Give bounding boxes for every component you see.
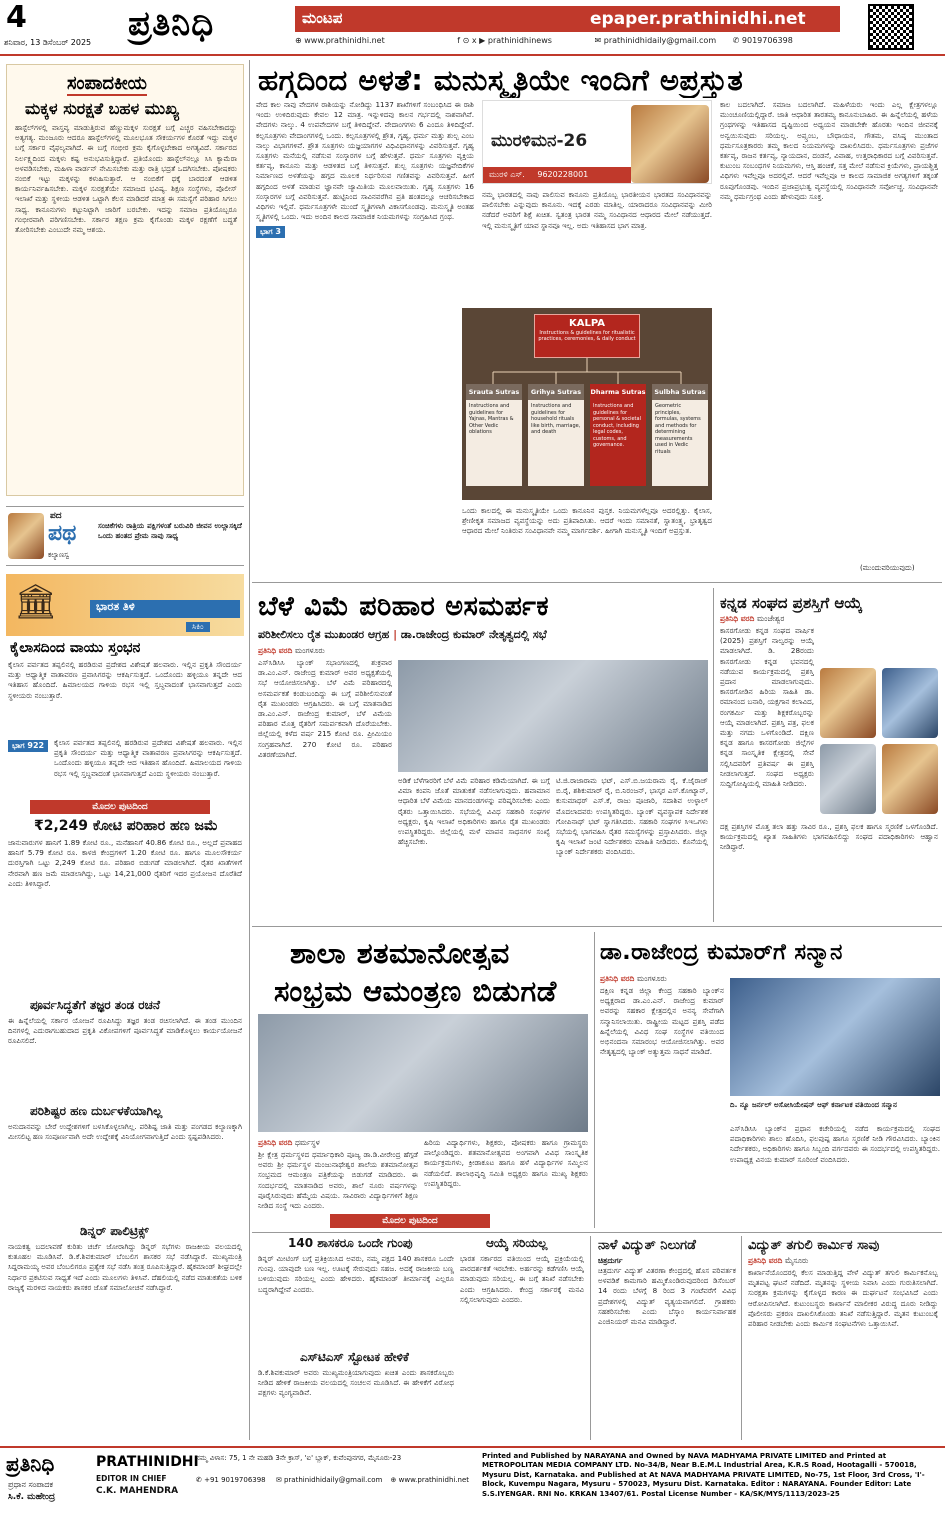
- footer-editor-kn: ಸಿ.ಕೆ. ಮಹೇಂದ್ರ: [8, 1492, 56, 1502]
- footer-phone: +91 9019706398: [204, 1476, 266, 1484]
- school-release-photo: [258, 1014, 588, 1132]
- cont2-b2: ಡಿ.ಕೆ.ಶಿವಕುಮಾರ್ ಅವರು ಮುಖ್ಯಮಂತ್ರಿಯಾಗುವುದು ಖಚಿತ ಎಂದು ಶಾಸಕರೊಬ್ಬರು ನೀಡಿದ ಹೇಳಿಕೆ ರಾಜಕೀಯ ವಲಯದಲ್ಲಿ ಸಂಚಲನ ಮೂಡಿಸಿದೆ. ಈ ಹೇಳಿಕೆಗೆ ವಿರೋಧ ಪಕ್ಷಗಳು ವ್ಯಂಗ್ಯವಾಡಿವೆ.: [258, 1368, 454, 1398]
- cont2-b3: ಭಾರತ ಸರ್ಕಾರದ ವತಿಯಿಂದ ಆಯ್ಕೆ ಪ್ರಕ್ರಿಯೆಯಲ್ಲಿ ಪಾರದರ್ಶಕತೆ ಇರಬೇಕು. ಅರ್ಹರನ್ನು ಕಡೆಗಣಿಸಿ ಆಯ್ಕೆ ಮಾಡುವುದು ಸರಿಯಲ್ಲ. ಈ ಬಗ್ಗೆ ತನಿಖೆ ನಡೆಸಬೇಕು ಎಂದು ಆಗ್ರಹಿಸಿದರು. ಕೇಂದ್ರ ಸರ್ಕಾರಕ್ಕೆ ಮನವಿ ಸಲ್ಲಿಸಲಾಗುವುದು ಎಂದರು.: [460, 1254, 584, 1304]
- author-name: ಮುರಳಿ ಎಸ್.: [489, 170, 525, 179]
- kalpa-node-srauta: [466, 384, 522, 494]
- masthead: [0, 0, 945, 56]
- col-divider-3: [594, 932, 595, 1228]
- award-title: ಕನ್ನಡ ಸಂಘದ ಪ್ರಶಸ್ತಿಗೆ ಆಯ್ಕೆ: [720, 594, 863, 612]
- awardee-photo-2: [882, 668, 938, 738]
- kalpa-node-grihya: [528, 384, 584, 494]
- lead-body-3: ಒಂದು ಕಾಲದಲ್ಲಿ ಈ ಮನುಸ್ಮೃತಿಯೇ ಒಂದು ಕಾನೂನಿನ ಪುಸ್ತಕ. ನಿಯಮಗಳೆಲ್ಲವೂ ಅದರಲ್ಲಿತ್ತು. ಕೈಲಾಸ, ಶ್ರೇಣೀಕೃತ ಸಮಾಜದ ವ್ಯವಸ್ಥೆಯನ್ನು ಅದು ಪ್ರತಿಪಾದಿಸಿತು. ಆದರೆ ಇಂದು ಸಮಾನತೆ, ಸ್ವಾತಂತ್ರ್ಯ, ಭ್ರಾತೃತ್ವದ ಆಧಾರದ ಮೇಲೆ ನಿಂತಿರುವ ಸಂವಿಧಾನವೇ ನಮ್ಮ ಮಾರ್ಗದರ್ಶಿ. ಹೀಗಾಗಿ ಮನುಸ್ಮೃತಿ ಇಂದಿಗೆ ಅಪ್ರಸ್ತುತ.: [462, 506, 712, 536]
- bharata-sub: ಸಿಕಿಂ: [186, 622, 210, 632]
- mail-icon: ✉: [594, 36, 604, 45]
- editorial-body: ಹಾಸ್ಟೆಲ್‌ಗಳಲ್ಲಿ ವಾಸ್ತವ್ಯ ಮಾಡುತ್ತಿರುವ ಹೆಣ್ಣುಮಕ್ಕಳ ಸುರಕ್ಷತೆ ಬಗ್ಗೆ ಎಚ್ಚರ ವಹಿಸಬೇಕಾದದ್ದು ಅತ್ಯಗತ್ಯ. ಮಂಜೂರು ಆದರೂ ಹಾಸ್ಟೆಲ್‌ಗಳಲ್ಲಿ ಮೂಲಭೂತ ಸೌಕರ್ಯಗಳ ಕೊರತೆ ಇದ್ದು ಮಕ್ಕಳ ಬಗ್ಗೆ ಸರ್ಕಾರ ವೈಫಲ್ಯವಾಗಿದೆ. ಈ ಬಗ್ಗೆ ಗಂಭೀರ ಕ್ರಮ ಕೈಗೊಳ್ಳಬೇಕಾದ ಅಗತ್ಯವಿದೆ. ಸರ್ಕಾರದ ನಿರ್ಲಕ್ಷ್ಯದಿಂದ ಮಕ್ಕಳು ಕಷ್ಟ ಅನುಭವಿಸುತ್ತಿದ್ದಾರೆ. ಪ್ರತಿಯೊಂದು ಹಾಸ್ಟೆಲ್‌ನಲ್ಲೂ ಸಿಸಿ ಕ್ಯಾಮೆರಾ ಅಳವಡಿಸಬೇಕು, ಮಹಿಳಾ ವಾರ್ಡನ್ ನೇಮಿಸಬೇಕು ಮತ್ತು ರಾತ್ರಿ ಭದ್ರತೆ ಒದಗಿಸಬೇಕು. ಪೋಷಕರು ನಂಬಿಕೆ ಇಟ್ಟು ಮಕ್ಕಳನ್ನು ಕಳುಹಿಸುತ್ತಾರೆ. ಆ ನಂಬಿಕೆಗೆ ಧಕ್ಕೆ ಬಾರದಂತೆ ಆಡಳಿತ ಕಾರ್ಯನಿರ್ವಹಿಸಬೇಕು. ಮಕ್ಕಳ ಸುರಕ್ಷತೆಯೇ ಸಮಾಜದ ಭವಿಷ್ಯ. ಶಿಕ್ಷಣ ಸಂಸ್ಥೆಗಳು, ಪೊಲೀಸ್ ಇಲಾಖೆ ಮತ್ತು ಸ್ಥಳೀಯ ಆಡಳಿತ ಒಟ್ಟಾಗಿ ಕೆಲಸ ಮಾಡಿದರೆ ಮಾತ್ರ ಈ ಸಮಸ್ಯೆಗೆ ಪರಿಹಾರ ಸಿಗಲು ಸಾಧ್ಯ. ಕಾನೂನುಗಳು ಕಟ್ಟುನಿಟ್ಟಾಗಿ ಜಾರಿಗೆ ಬರಬೇಕು. ಇದನ್ನು ಸಮಾಜ ಪ್ರತಿಯೊಬ್ಬರೂ ಗಂಭೀರವಾಗಿ ಪರಿಗಣಿಸಬೇಕು. ಸರ್ಕಾರ ತಕ್ಷಣ ಕ್ರಮ ಕೈಗೊಂಡು ಮಕ್ಕಳ ರಕ್ಷಣೆಗೆ ಬದ್ಧತೆ ತೋರಿಸಬೇಕು ಎಂಬುದೇ ನಮ್ಮ ಆಶಯ.: [15, 123, 237, 235]
- crop-body-3: ಟಿ.ಜಿ.ರಾಜಾರಾಮ ಭಟ್, ಎಸ್.ಬಿ.ಜಯರಾಮ ರೈ, ಕೆ.ಜೈರಾಜ್ ಬಿ.ರೈ, ಶಶಿಕುಮಾರ್ ರೈ, ಬಿ.ನಿರಂಜನ್, ಭಾಸ್ಕರ ಎಸ್.ಕೋಟ್ಯಾನ್, ಕುಸುಮಾಧರ್ ಎಸ್.ಕೆ, ರಾಜು ಪೂಜಾರಿ, ಸದಾಶಿವ ಉಳ್ಳಾಲ್ ಮೊದಲಾದವರು ಉಪಸ್ಥಿತರಿದ್ದರು. ಬ್ಯಾಂಕ್ ವ್ಯವಸ್ಥಾಪಕ ನಿರ್ದೇಶಕ ಗೋಪಿನಾಥ್ ಭಟ್ ಸ್ವಾಗತಿಸಿದರು. ಸಹಕಾರಿ ಸಂಘಗಳ ಸಿಇಒಗಳು ಸಭೆಯಲ್ಲಿ ಭಾಗವಹಿಸಿ ರೈತರ ಸಮಸ್ಯೆಗಳನ್ನು ಪ್ರಸ್ತಾಪಿಸಿದರು. ಜಿಲ್ಲಾ ಕೃಷಿ ಇಲಾಖೆ ಜಂಟಿ ನಿರ್ದೇಶಕರು ಮಾಹಿತಿ ನೀಡಿದರು. ಕೊನೆಯಲ್ಲಿ ಬ್ಯಾಂಕ್ ನಿರ್ದೇಶಕರು ವಂದಿಸಿದರು.: [556, 776, 708, 857]
- crop-place: ಮಂಗಳೂರು: [295, 646, 325, 655]
- website-link[interactable]: www.prathinidhi.net: [304, 36, 385, 45]
- column-name: ಮುರಳಿಮನ-26: [491, 131, 588, 151]
- crop-byline-text: ಪ್ರತಿನಿಧಿ ವರದಿ: [258, 646, 293, 655]
- bharata-title: ಕೈಲಾಸದಿಂದ ವಾಯು ಸ್ತಂಭನ: [10, 640, 141, 656]
- school-title-2: ಸಂಭ್ರಮ ಆಮಂತ್ರಣ ಬಿಡುಗಡೆ: [274, 974, 557, 1008]
- footer-web[interactable]: www.prathinidhi.net: [398, 1476, 470, 1484]
- award-byline-text: ಪ್ರತಿನಿಧಿ ವರದಿ: [720, 614, 755, 623]
- honour-byline-text: ಪ್ರತಿನಿಧಿ ವರದಿ: [600, 974, 635, 983]
- brand-logo: ಪ್ರತಿನಿಧಿ: [128, 4, 215, 44]
- column-box: [482, 100, 712, 184]
- footer-phone-icon: ✆: [196, 1476, 205, 1484]
- col-divider-1: [249, 60, 250, 1440]
- electro-place: ಮೈಸೂರು: [785, 1256, 809, 1265]
- padya-author: ಕಲ್ಯಾಣಸ್ವ: [48, 551, 70, 559]
- bharata-body-2: ಕೈಲಾಸ ಪರ್ವತದ ತಪ್ಪಲಿನಲ್ಲಿ ಹರಡಿರುವ ಪ್ರದೇಶದ ವಿಶೇಷತೆ ಹಲವಾರು. ಇಲ್ಲಿನ ಪ್ರಕೃತಿ ಸೌಂದರ್ಯ ಮತ್ತು ಆಧ್ಯಾತ್ಮಿಕ ವಾತಾವರಣ ಪ್ರವಾಸಿಗರನ್ನು ಆಕರ್ಷಿಸುತ್ತದೆ. ಒಂದೊಂದು ಹಳ್ಳಿಯೂ ತನ್ನದೇ ಆದ ಇತಿಹಾಸ ಹೊಂದಿದೆ. ಹಿಮಾಲಯದ ಗಾಳಿಯ ರಭಸ ಇಲ್ಲಿ ಸ್ತಬ್ಧವಾದಂತೆ ಭಾಸವಾಗುತ್ತದೆ ಎಂದು ಸ್ಥಳೀಯರು ನಂಬುತ್ತಾರೆ.: [54, 738, 242, 778]
- school-title-1: ಶಾಲಾ ಶತಮಾನೋತ್ಸವ: [290, 936, 510, 970]
- globe-icon: ⊕: [295, 36, 305, 45]
- kalpa-node-name: Dharma Sutras: [590, 384, 646, 400]
- power-body: ಚಿತ್ರದುರ್ಗ ವಿದ್ಯುತ್ ವಿತರಣಾ ಕೇಂದ್ರದಲ್ಲಿ ಹೊಸ ಪರಿವರ್ತಕ ಅಳವಡಿಕೆ ಕಾಮಗಾರಿ ಹಮ್ಮಿಕೊಂಡಿರುವುದರಿಂದ ಡಿಸೆಂಬರ್ 14 ರಂದು ಬೆಳಗ್ಗೆ 8 ರಿಂದ 3 ಗಂಟೆವರೆಗೆ ವಿವಿಧ ಪ್ರದೇಶಗಳಲ್ಲಿ ವಿದ್ಯುತ್ ವ್ಯತ್ಯಯವಾಗಲಿದೆ. ಗ್ರಾಹಕರು ಸಹಕರಿಸಬೇಕು ಎಂದು ಬೆಸ್ಕಾಂ ಕಾರ್ಯನಿರ್ವಾಹಕ ಎಂಜಿನಿಯರ್ ಮನವಿ ಮಾಡಿದ್ದಾರೆ.: [598, 1266, 736, 1327]
- kalpa-node-desc: Instructions and guidelines for personal & societal conduct, including legal codes, customs, and governance.: [590, 400, 646, 486]
- footer-editor-en: C.K. MAHENDRA: [96, 1486, 179, 1496]
- editorial-kicker: ಸಂಪಾದಕೀಯ: [67, 73, 147, 94]
- electro-byline-text: ಪ್ರತಿನಿಧಿ ವರದಿ: [748, 1256, 783, 1265]
- email-link[interactable]: prathinidhidaily@gmail.com: [603, 36, 717, 45]
- footer-contacts: [196, 1476, 476, 1484]
- bharata-bhaga: ಭಾಗ 922: [8, 740, 48, 752]
- cont-label-2: ಮೊದಲ ಪುಟದಿಂದ: [330, 1214, 490, 1228]
- bharata-banner: [6, 574, 244, 636]
- honour-body: ದಕ್ಷಿಣ ಕನ್ನಡ ಜಿಲ್ಲಾ ಕೇಂದ್ರ ಸಹಕಾರಿ ಬ್ಯಾಂಕ್‌ನ ಅಧ್ಯಕ್ಷರಾದ ಡಾ.ಎಂ.ಎನ್. ರಾಜೇಂದ್ರ ಕುಮಾರ್ ಅವರನ್ನು ಸಹಕಾರ ಕ್ಷೇತ್ರದಲ್ಲಿನ ಅನನ್ಯ ಸೇವೆಗಾಗಿ ಸನ್ಮಾನಿಸಲಾಯಿತು. ರಾಷ್ಟ್ರೀಯ ಮಟ್ಟದ ಪ್ರಶಸ್ತಿ ಪಡೆದ ಹಿನ್ನೆಲೆಯಲ್ಲಿ ವಿವಿಧ ಸಂಘ ಸಂಸ್ಥೆಗಳ ವತಿಯಿಂದ ಅಭಿನಂದನಾ ಸಮಾರಂಭ ಆಯೋಜಿಸಲಾಗಿತ್ತು. ಅವರ ನೇತೃತ್ವದಲ್ಲಿ ಬ್ಯಾಂಕ್ ಅತ್ಯುತ್ತಮ ಸಾಧನೆ ಮಾಡಿದೆ.: [600, 986, 724, 1057]
- cont-h4: ಡಿನ್ನರ್ ಪಾಲಿಟ್ರಿಕ್ಸ್: [80, 1224, 149, 1238]
- crop-sub: ಪರಿಶೀಲಿಸಲು ರೈತ ಮುಖಂಡರ ಆಗ್ರಹ: [258, 628, 390, 641]
- kalpa-subtitle: Instructions & guidelines for ritualistic practices, ceremonies, & daily conduct: [538, 330, 636, 342]
- honour-caption: ದಿ. ನ್ಯೂ ಜರ್ನಲ್ ಅಸೋಸಿಯೇಷನ್ ಆಫ್ ಕರ್ನಾಟಕ ವತಿಯಿಂದ ಸನ್ಮಾನ: [730, 1100, 897, 1109]
- footer-email[interactable]: prathinidhidaily@gmail.com: [283, 1476, 383, 1484]
- electro-body: ಕಾರ್ಖಾನೆಯೊಂದರಲ್ಲಿ ಕೆಲಸ ಮಾಡುತ್ತಿದ್ದ ವೇಳೆ ವಿದ್ಯುತ್ ತಗುಲಿ ಕಾರ್ಮಿಕನೊಬ್ಬ ಮೃತಪಟ್ಟ ಘಟನೆ ನಡೆದಿದೆ. ಮೃತನನ್ನು ಸ್ಥಳೀಯ ನಿವಾಸಿ ಎಂದು ಗುರುತಿಸಲಾಗಿದೆ. ಸುರಕ್ಷತಾ ಕ್ರಮಗಳನ್ನು ಕೈಗೊಳ್ಳದ ಕಾರಣ ಈ ದುರ್ಘಟನೆ ಸಂಭವಿಸಿದೆ ಎಂದು ಆರೋಪಿಸಲಾಗಿದೆ. ಕುಟುಂಬಸ್ಥರು ಕಾರ್ಖಾನೆ ಮಾಲೀಕರ ವಿರುದ್ಧ ದೂರು ನೀಡಿದ್ದು ಪೊಲೀಸರು ಪ್ರಕರಣ ದಾಖಲಿಸಿಕೊಂಡು ತನಿಖೆ ನಡೆಸುತ್ತಿದ್ದಾರೆ. ಮೃತನ ಕುಟುಂಬಕ್ಕೆ ಪರಿಹಾರ ನೀಡಬೇಕು ಎಂದು ಕಾರ್ಮಿಕ ಸಂಘಟನೆಗಳು ಒತ್ತಾಯಿಸಿವೆ.: [748, 1268, 938, 1329]
- cont2-b1: ಡಿನ್ನರ್ ಮೀಟಿಂಗ್ ಬಗ್ಗೆ ಪ್ರತಿಕ್ರಿಯಿಸಿದ ಅವರು, ನಮ್ಮ ಪಕ್ಷದ 140 ಶಾಸಕರೂ ಒಂದೇ ಗುಂಪು. ಯಾವುದೇ ಬಣ ಇಲ್ಲ. ಊಟಕ್ಕೆ ಸೇರುವುದು ಸಹಜ. ಅದಕ್ಕೆ ರಾಜಕೀಯ ಬಣ್ಣ ಬಳಿಯುವುದು ಸರಿಯಲ್ಲ ಎಂದು ಹೇಳಿದರು. ಹೈಕಮಾಂಡ್ ತೀರ್ಮಾನಕ್ಕೆ ಎಲ್ಲರೂ ಬದ್ಧರಾಗಿದ್ದೇವೆ ಎಂದರು.: [258, 1254, 454, 1294]
- page-number: 4: [6, 0, 27, 35]
- school-place: ಧರ್ಮಸ್ಥಳ: [295, 1138, 320, 1147]
- kalpa-node-name: Sulbha Sutras: [652, 384, 708, 400]
- kalpa-node-desc: Instructions and guidelines for household rituals like birth, marriage, and death: [528, 400, 584, 486]
- bharata-section: ಭಾರತ ತಿಳಿ: [90, 600, 240, 618]
- honour-place: ಮಂಗಳೂರು: [637, 974, 667, 983]
- footer-brand: ಪ್ರತಿನಿಧಿ: [6, 1452, 55, 1476]
- lead-signoff: (ಮುಂದುವರಿಯುವುದು): [860, 564, 915, 572]
- footer-role-en: EDITOR IN CHIEF: [96, 1474, 167, 1483]
- col-divider-2: [713, 588, 714, 922]
- electro-byline: [748, 1256, 808, 1266]
- power-place: ಚಿತ್ರದುರ್ಗ: [598, 1256, 623, 1265]
- footer-address: ನಮ್ಮ ವಿಳಾಸ: 75, 1 ನೇ ಮಹಡಿ 3ನೇ ಕ್ರಾಸ್, 'ಐ' ಬ್ಲಾಕ್, ಕುವೆಂಪುನಗರ, ಮೈಸೂರು-23: [196, 1454, 402, 1462]
- kalpa-node-sulbha: [652, 384, 708, 494]
- honour-byline: [600, 974, 667, 984]
- footer-brand-en: PRATHINIDHI: [96, 1454, 199, 1470]
- lead-bhaga: ಭಾಗ 3: [256, 226, 285, 238]
- cont-h2: ಪೂರ್ವಸಿದ್ಧತೆಗೆ ತಜ್ಞರ ತಂಡ ರಚನೆ: [30, 998, 160, 1012]
- kalpa-chart: [462, 308, 712, 500]
- phone-icon: ✆: [732, 36, 742, 45]
- footer: [0, 1446, 945, 1518]
- crop-sub2: ಡಾ.ರಾಜೇಂದ್ರ ಕುಮಾರ್ ನೇತೃತ್ವದಲ್ಲಿ ಸಭೆ: [400, 628, 547, 641]
- kalpa-node-dharma: [590, 384, 646, 494]
- award-byline: [720, 614, 784, 624]
- kalpa-node-desc: Geometric principles, formulas, systems and methods for determining measurements used in Vedic rituals: [652, 400, 708, 486]
- row-divider-3: [252, 1232, 942, 1233]
- awardee-photo-4: [882, 744, 938, 814]
- editorial-title: ಮಕ್ಕಳ ಸುರಕ್ಷತೆ ಬಹಳ ಮುಖ್ಯ: [25, 99, 179, 118]
- social-handle[interactable]: prathinidhinews: [487, 36, 552, 45]
- honour-photo: [730, 978, 940, 1096]
- footer-role-kn: ಪ್ರಧಾನ ಸಂಪಾದಕ: [8, 1480, 53, 1489]
- cont2-h1: 140 ಶಾಸಕರೂ ಒಂದೇ ಗುಂಪು: [288, 1236, 413, 1250]
- crop-body-1: ಎಸ್‌ಸಿಡಿಸಿಸಿ ಬ್ಯಾಂಕ್ ಸಭಾಂಗಣದಲ್ಲಿ ಶುಕ್ರವಾರ ಡಾ.ಎಂ.ಎನ್. ರಾಜೇಂದ್ರ ಕುಮಾರ್ ಅವರ ಅಧ್ಯಕ್ಷತೆಯಲ್ಲಿ ಸಭೆ ಆಯೋಜಿಸಲಾಗಿತ್ತು. ಬೆಳೆ ವಿಮೆ ಪರಿಹಾರದಲ್ಲಿ ಅಸಮರ್ಪಕತೆ ಕಂಡುಬಂದಿದ್ದು ಈ ಬಗ್ಗೆ ಪರಿಶೀಲಿಸುವಂತೆ ರೈತ ಮುಖಂಡರು ಆಗ್ರಹಿಸಿದರು. ಈ ಬಗ್ಗೆ ಮಾತನಾಡಿದ ಡಾ.ಎಂ.ಎನ್. ರಾಜೇಂದ್ರ ಕುಮಾರ್, ಬೆಳೆ ವಿಮೆಯ ಪರಿಹಾರ ಮೊತ್ತ ರೈತರಿಗೆ ಸಮರ್ಪಕವಾಗಿ ದೊರೆಯಬೇಕು. ಜಿಲ್ಲೆಯಲ್ಲಿ ಕಳೆದ ವರ್ಷ 215 ಕೋಟಿ ರೂ. ಪ್ರೀಮಿಯಂ ಸಂಗ್ರಹವಾಗಿದೆ. 270 ಕೋಟಿ ರೂ. ಪರಿಹಾರ ವಿತರಣೆಯಾಗಿದೆ.: [258, 658, 392, 759]
- padya-text: ಸಂಚಿಕೆಗಳು ರಾತ್ರಿಯ ಪಕ್ಷಿಗಳಂತೆ ಬರುವಿರಿ ಜೀವನ ಉಲ್ಲಾಸಕ್ಕಿದೆ ಒಂದು ಹಂತದ ಪ್ರೇಮ ನಾವು ಸಾಧ್ಯ: [98, 521, 242, 541]
- honour-title: ಡಾ.ರಾಜೇಂದ್ರ ಕುಮಾರ್‌ಗೆ ಸನ್ಮಾನ: [600, 940, 843, 965]
- awardee-photo-1: [820, 668, 876, 738]
- cont2-h2: ಎಸ್‌ಟಿಎಸ್ ಸ್ಟೋಟಕ ಹೇಳಿಕೆ: [300, 1350, 409, 1364]
- footer-mail-icon: ✉: [275, 1476, 284, 1484]
- footer-imprint: Printed and Published by NARAYANA and Owned by NAVA MADHYAMA PRIVATE LIMITED and Printed at METROPOLITAN MEDIA COMPANY LTD. No-34/B, Near B.E.M.L Industrial Area, K.R.S Road, Hootagalli - 570018, Mysuru Dist, Karnataka. and Published at At NAVA MADHYAMA PRIVATE LIMITED, No-75, 1st Floor, 3rd Cross, 'I'- Block, Kuvempu Nagara, Mysuru - 570023, Mysuru Dist. Karnataka. Editor : NARAYANA. Founder Editor: Late S.S.IYENGAR. RNI No. KRKAN 13407/61. Postal License Number - KA/SK/MYS/1113/2023-25: [482, 1452, 925, 1498]
- award-body-2: ದಕ್ಷ ಪ್ರಶಸ್ತಿಗಳ ಮೊತ್ತ ತಲಾ ಹತ್ತು ಸಾವಿರ ರೂ., ಪ್ರಶಸ್ತಿ ಫಲಕ ಹಾಗೂ ಸ್ಮರಣಿಕೆ ಒಳಗೊಂಡಿದೆ. ಕಾರ್ಯಕ್ರಮದಲ್ಲಿ ಖ್ಯಾತ ಸಾಹಿತಿಗಳು ಭಾಗವಹಿಸಲಿದ್ದು ಸಂಘದ ಪದಾಧಿಕಾರಿಗಳು ಆಹ್ವಾನ ನೀಡಿದ್ದಾರೆ.: [720, 822, 938, 852]
- award-body: ಕಾಸರಗೋಡು ಕನ್ನಡ ಸಂಘದ ವಾರ್ಷಿಕ (2025) ಪ್ರಶಸ್ತಿಗೆ ನಾಲ್ವರನ್ನು ಆಯ್ಕೆ ಮಾಡಲಾಗಿದೆ. ಡಿ. 28ರಂದು ಕಾಸರಗೋಡು ಕನ್ನಡ ಭವನದಲ್ಲಿ ನಡೆಯುವ ಕಾರ್ಯಕ್ರಮದಲ್ಲಿ ಪ್ರಶಸ್ತಿ ಪ್ರದಾನ ಮಾಡಲಾಗುವುದು. ಕಾಸರಗೋಡಿನ ಹಿರಿಯ ಸಾಹಿತಿ ಡಾ. ರಮಾನಂದ ಬನಾರಿ, ಯಕ್ಷಗಾನ ಕಲಾವಿದ, ರಂಗಕರ್ಮಿ ಮತ್ತು ಶಿಕ್ಷಕರೊಬ್ಬರನ್ನು ಆಯ್ಕೆ ಮಾಡಲಾಗಿದೆ. ಪ್ರಶಸ್ತಿ ಪತ್ರ, ಫಲಕ ಮತ್ತು ನಗದು ಒಳಗೊಂಡಿದೆ. ದಕ್ಷಿಣ ಕನ್ನಡ ಹಾಗೂ ಕಾಸರಗೋಡು ಜಿಲ್ಲೆಗಳ ಕನ್ನಡ ಸಾಂಸ್ಕೃತಿಕ ಕ್ಷೇತ್ರದಲ್ಲಿ ಸೇವೆ ಸಲ್ಲಿಸಿದವರಿಗೆ ಪ್ರತಿವರ್ಷ ಈ ಪ್ರಶಸ್ತಿ ನೀಡಲಾಗುತ್ತದೆ. ಸಂಘದ ಅಧ್ಯಕ್ಷರು ಸುದ್ದಿಗೋಷ್ಠಿಯಲ್ಲಿ ಮಾಹಿತಿ ನೀಡಿದರು.: [720, 626, 814, 789]
- author-strip: [483, 167, 631, 183]
- school-byline: [258, 1138, 320, 1148]
- lead-body-2: ನಮ್ಮ ಭಾರತದಲ್ಲಿ ನಾವು ಪಾಲಿಸುವ ಕಾನೂನು ಪ್ರತಿಯೊಬ್ಬ ಭಾರತೀಯನ ಭಾರತದ ಸಂವಿಧಾನವನ್ನು ಪಾಲಿಸಬೇಕು ಎನ್ನುವುದು ಕಾನೂನು. ಇದಕ್ಕೆ ಎರಡು ಮಾತಿಲ್ಲ. ಯಾರಾದರೂ ಸಂವಿಧಾನವನ್ನು ಮೀರಿ ನಡೆದರೆ ಅವರಿಗೆ ಶಿಕ್ಷೆ ಖಚಿತ. ಸ್ವತಂತ್ರ ಭಾರತ ನಮ್ಮ ಸಂವಿಧಾನದ ಆಧಾರದ ಮೇಲೆ ನಡೆಯುತ್ತದೆ. ಇಲ್ಲಿ ಮನುಸ್ಮೃತಿಗೆ ಯಾವ ಸ್ಥಾನವೂ ಇಲ್ಲ. ಅದು ಇತಿಹಾಸದ ಭಾಗ ಮಾತ್ರ.: [482, 190, 712, 230]
- padya-box: [6, 506, 244, 566]
- kalpa-node-name: Srauta Sutras: [466, 384, 522, 400]
- crop-sub-line: ಪರಿಶೀಲಿಸಲು ರೈತ ಮುಖಂಡರ ಆಗ್ರಹ | ಡಾ.ರಾಜೇಂದ್ರ ಕುಮಾರ್ ನೇತೃತ್ವದಲ್ಲಿ ಸಭೆ: [258, 628, 547, 641]
- cont-h3: ಪರಿಶಿಷ್ಟರ ಹಣ ದುರ್ಬಳಕೆಯಾಗಿಲ್ಲ: [30, 1104, 163, 1118]
- lead-body-4: ಕಾಲ ಬದಲಾಗಿದೆ. ಸಮಾಜ ಬದಲಾಗಿದೆ. ಮಹಿಳೆಯರು ಇಂದು ಎಲ್ಲ ಕ್ಷೇತ್ರಗಳಲ್ಲೂ ಮುಂಚೂಣಿಯಲ್ಲಿದ್ದಾರೆ. ಜಾತಿ ಆಧಾರಿತ ತಾರತಮ್ಯ ಕಾನೂನುಬಾಹಿರ. ಈ ಹಿನ್ನೆಲೆಯಲ್ಲಿ ಹಳೆಯ ಗ್ರಂಥಗಳನ್ನು ಇತಿಹಾಸದ ದೃಷ್ಟಿಯಿಂದ ಅಧ್ಯಯನ ಮಾಡಬೇಕೇ ಹೊರತು ಇಂದಿನ ಜೀವನಕ್ಕೆ ಅನ್ವಯಿಸುವುದು ಸರಿಯಲ್ಲ. ಅಪ್ಸ್ತಂಬ, ಬೌಧಾಯನ, ಗೌತಮ, ವಸಿಷ್ಠ ಮುಂತಾದ ಧರ್ಮಸೂತ್ರಕಾರರು ತಮ್ಮ ಕಾಲದ ನಿಯಮಗಳನ್ನು ದಾಖಲಿಸಿದರು. ಧರ್ಮಸೂತ್ರಗಳು ಪ್ರಜೆಗಳ ಕರ್ತವ್ಯ, ರಾಜನ ಕರ್ತವ್ಯ, ನ್ಯಾಯದಾನ, ದಂಡನೆ, ವಿವಾಹ, ಉತ್ತರಾಧಿಕಾರದ ಬಗ್ಗೆ ವಿವರಿಸುತ್ತವೆ. ಕುಟುಂಬ ಸಂಬಂಧಗಳ ನಿಯಮಗಳು, ಆಸ್ತಿ ಹಂಚಿಕೆ, ಸತ್ತ ಮೇಲೆ ನಡೆಸುವ ಕ್ರಿಯೆಗಳು, ಪ್ರಾಯಶ್ಚಿತ್ತ ವಿಧಿಗಳು ಇವೆಲ್ಲವೂ ಅದರಲ್ಲಿವೆ. ಆದರೆ ಇವೆಲ್ಲವೂ ಆ ಕಾಲದ ಸಾಮಾಜಿಕ ಅಗತ್ಯಗಳಿಗೆ ತಕ್ಕಂತೆ ರೂಪುಗೊಂಡವು. ಇಂದಿನ ಪ್ರಜಾಪ್ರಭುತ್ವ ವ್ಯವಸ್ಥೆಯಲ್ಲಿ ಸಂವಿಧಾನವೇ ಸರ್ವೋಚ್ಚ. ಸಂವಿಧಾನವೇ ನಮ್ಮ ಧರ್ಮಗ್ರಂಥ ಎಂದು ಹೇಳುವುದು ಸೂಕ್ತ.: [720, 100, 938, 201]
- school-byline-text: ಪ್ರತಿನಿಧಿ ವರದಿ: [258, 1138, 293, 1147]
- contact-strip: [295, 36, 840, 52]
- col-divider-5: [741, 1236, 742, 1440]
- cont-h1: ₹2,249 ಕೋಟಿ ಪರಿಹಾರ ಹಣ ಜಮೆ: [34, 818, 218, 834]
- crop-body-2: ಅಡಿಕೆ ಬೆಳೆಗಾರರಿಗೆ ಬೆಳೆ ವಿಮೆ ಪರಿಹಾರ ಕಡಿಮೆಯಾಗಿದೆ. ಈ ಬಗ್ಗೆ ವಿಮಾ ಕಂಪನಿ ಜೊತೆ ಮಾತುಕತೆ ನಡೆಸಲಾಗುವುದು. ಹವಾಮಾನ ಆಧಾರಿತ ಬೆಳೆ ವಿಮೆಯ ಮಾನದಂಡಗಳನ್ನು ಪರಿಷ್ಕರಿಸಬೇಕು ಎಂದು ರೈತರು ಒತ್ತಾಯಿಸಿದರು. ಸಭೆಯಲ್ಲಿ ವಿವಿಧ ಸಹಕಾರಿ ಸಂಘಗಳ ಅಧ್ಯಕ್ಷರು, ಕೃಷಿ ಇಲಾಖೆ ಅಧಿಕಾರಿಗಳು ಹಾಗೂ ರೈತ ಮುಖಂಡರು ಉಪಸ್ಥಿತರಿದ್ದರು. ಜಿಲ್ಲೆಯಲ್ಲಿ ಮಳೆ ಮಾಪನ ಸಾಧನಗಳ ಸಂಖ್ಯೆ ಹೆಚ್ಚಿಸಬೇಕು.: [398, 776, 550, 847]
- crop-byline: [258, 646, 325, 656]
- lead-title: ಹಗ್ಗದಿಂದ ಅಳತೆ: ಮನುಸ್ಮೃತಿಯೇ ಇಂದಿಗೆ ಅಪ್ರಸ್ತುತ: [258, 63, 744, 97]
- social-icon: f ⊙ x ▶: [457, 36, 488, 45]
- award-place: ಮಂಜೇಶ್ವರ: [757, 614, 785, 623]
- section-name: ಮಂಟಪ: [302, 9, 343, 27]
- qr-code[interactable]: [868, 4, 914, 50]
- cont-b4: ನಾಯಕತ್ವ ಬದಲಾವಣೆ ಕುರಿತು ಚರ್ಚೆ ಜೋರಾಗಿದ್ದು ಡಿನ್ನರ್ ಸಭೆಗಳು ರಾಜಕೀಯ ವಲಯದಲ್ಲಿ ಕುತೂಹಲ ಮೂಡಿಸಿವೆ. ಡಿ.ಕೆ.ಶಿವಕುಮಾರ್ ಬೆಂಬಲಿಗ ಶಾಸಕರ ಸಭೆ ನಡೆಸಿದ್ದಾರೆ. ಮುಖ್ಯಮಂತ್ರಿ ಸಿದ್ದರಾಮಯ್ಯ ಅವರ ಬೆಂಬಲಿಗರೂ ಪ್ರತ್ಯೇಕ ಸಭೆ ನಡೆಸಿ ತಂತ್ರ ರೂಪಿಸುತ್ತಿದ್ದಾರೆ. ಹೈಕಮಾಂಡ್ ಶೀಘ್ರದಲ್ಲೇ ನಿರ್ಧಾರ ಪ್ರಕಟಿಸುವ ಸಾಧ್ಯತೆ ಇದೆ ಎಂದು ಮೂಲಗಳು ತಿಳಿಸಿವೆ. ದೆಹಲಿಯಲ್ಲಿ ನಡೆದ ಮಾತುಕತೆಯ ಬಳಿಕ ರಾಜ್ಯಕ್ಕೆ ಮರಳಿದ ನಾಯಕರು ಶಾಸಕರ ಜೊತೆ ಸಮಾಲೋಚನೆ ನಡೆಸಿದ್ದಾರೆ.: [8, 1242, 242, 1292]
- crop-title: ಬೆಳೆ ವಿಮೆ ಪರಿಹಾರ ಅಸಮರ್ಪಕ: [258, 591, 549, 622]
- cont-label-1: ಮೊದಲ ಪುಟದಿಂದ: [30, 800, 210, 814]
- kalpa-node-name: Grihya Sutras: [528, 384, 584, 400]
- footer-web-icon: ⊕: [390, 1476, 399, 1484]
- honour-body-2: ಎಸ್‌ಸಿಡಿಸಿಸಿ ಬ್ಯಾಂಕ್‌ನ ಪ್ರಧಾನ ಕಚೇರಿಯಲ್ಲಿ ನಡೆದ ಕಾರ್ಯಕ್ರಮದಲ್ಲಿ ಸಂಘದ ಪದಾಧಿಕಾರಿಗಳು ಶಾಲು ಹೊದಿಸಿ, ಫಲಪುಷ್ಪ ಹಾಗೂ ಸ್ಮರಣಿಕೆ ನೀಡಿ ಗೌರವಿಸಿದರು. ಬ್ಯಾಂಕಿನ ನಿರ್ದೇಶಕರು, ಅಧಿಕಾರಿಗಳು ಹಾಗೂ ಸಿಬ್ಬಂದಿ ವರ್ಗದವರು ಈ ಸಂದರ್ಭದಲ್ಲಿ ಉಪಸ್ಥಿತರಿದ್ದರು. ಉಪಾಧ್ಯಕ್ಷ ವಿನಯ ಕುಮಾರ್ ಸೂರಿಂಜೆ ವಂದಿಸಿದರು.: [730, 1124, 940, 1164]
- cont2-h3: ಆಯ್ಕೆ ಸರಿಯಲ್ಲ: [486, 1236, 548, 1250]
- school-body-2: ಹಿರಿಯ ವಿದ್ಯಾರ್ಥಿಗಳು, ಶಿಕ್ಷಕರು, ಪೋಷಕರು ಹಾಗೂ ಗ್ರಾಮಸ್ಥರು ಪಾಲ್ಗೊಂಡಿದ್ದರು. ಶತಮಾನೋತ್ಸವದ ಅಂಗವಾಗಿ ವಿವಿಧ ಸಾಂಸ್ಕೃತಿಕ ಕಾರ್ಯಕ್ರಮಗಳು, ಕ್ರೀಡಾಕೂಟ ಹಾಗೂ ಹಳೆ ವಿದ್ಯಾರ್ಥಿಗಳ ಸಮ್ಮಿಲನ ನಡೆಯಲಿದೆ. ಶಾಲಾಭಿವೃದ್ಧಿ ಸಮಿತಿ ಅಧ್ಯಕ್ಷರು ಹಾಗೂ ಮುಖ್ಯ ಶಿಕ್ಷಕರು ಉಪಸ್ಥಿತರಿದ್ದರು.: [424, 1138, 588, 1188]
- cont-b2: ಈ ಹಿನ್ನೆಲೆಯಲ್ಲಿ ಸರ್ಕಾರ ಯೋಜನೆ ರೂಪಿಸಿದ್ದು ತಜ್ಞರ ತಂಡ ರಚಿಸಲಾಗಿದೆ. ಈ ತಂಡ ಮುಂದಿನ ದಿನಗಳಲ್ಲಿ ಎದುರಾಗಬಹುದಾದ ಪ್ರಕೃತಿ ವಿಕೋಪಗಳಿಗೆ ಪೂರ್ವಸಿದ್ಧತೆ ಮಾಡಿಕೊಳ್ಳಲು ಕಾರ್ಯಯೋಜನೆ ರೂಪಿಸಲಿದೆ.: [8, 1016, 242, 1046]
- kalpa-node-desc: Instructions and guidelines for Yajnas, Mantras & Other Vedic oblations: [466, 400, 522, 486]
- kalpa-title: KALPA: [568, 318, 605, 329]
- lead-body-1: ವೇದ ಕಾಲ ನಾವು ವೇದಗಳ ರಾಶಿಯನ್ನು ನೋಡಿದ್ದು 1137 ಶಾಖೆಗಳಿಗೆ ಸಂಬಂಧಿಸಿದ ಈ ರಾಶಿ ಇಂದು ಉಳಿದಿರುವುದು ಕೇವಲ 12 ಮಾತ್ರ. ಇನ್ನುಳಿದವು ಕಾಲನ ಗರ್ಭದಲ್ಲಿ ನಾಶವಾಗಿವೆ. ವೇದಗಳು ನಾಲ್ಕು. 4 ಉಪವೇದಗಳ ಬಗ್ಗೆ ತಿಳಿದಿದ್ದೇವೆ. ವೇದಾಂಗಗಳು 6 ಎಂದೂ ತಿಳಿದಿದ್ದೇವೆ. ಕಲ್ಪಸೂತ್ರಗಳು ವೇದಾಂಗಗಳಲ್ಲಿ ಒಂದು. ಕಲ್ಪಸೂತ್ರಗಳಲ್ಲಿ ಶ್ರೌತ, ಗೃಹ್ಯ, ಧರ್ಮ ಮತ್ತು ಶುಲ್ಬ ಎಂಬ ನಾಲ್ಕು ವಿಭಾಗಗಳಿವೆ. ಶ್ರೌತ ಸೂತ್ರಗಳು ಯಜ್ಞಯಾಗಗಳ ವಿಧಿವಿಧಾನಗಳನ್ನು ವಿವರಿಸುತ್ತವೆ. ಗೃಹ್ಯ ಸೂತ್ರಗಳು ಮನೆಯಲ್ಲಿ ನಡೆಸುವ ಸಂಸ್ಕಾರಗಳ ಬಗ್ಗೆ ಹೇಳುತ್ತವೆ. ಧರ್ಮ ಸೂತ್ರಗಳು ವ್ಯಕ್ತಿಯ ಕರ್ತವ್ಯ, ಕಾನೂನು ಮತ್ತು ಆಡಳಿತದ ಬಗ್ಗೆ ತಿಳಿಸುತ್ತವೆ. ಶುಲ್ಬ ಸೂತ್ರಗಳು ಯಜ್ಞವೇದಿಕೆಗಳ ನಿರ್ಮಾಣದ ಅಳತೆಯನ್ನು ಹಗ್ಗದ ಮೂಲಕ ನಿರ್ಧರಿಸುವ ಗಣಿತವನ್ನು ವಿವರಿಸುತ್ತವೆ. ಹೀಗೆ ಹಗ್ಗದಿಂದ ಅಳತೆ ಮಾಡುವ ಜ್ಞಾನವೇ ಜ್ಯಾಮಿತಿಯ ಮೂಲವಾಯಿತು. ಗೃಹ್ಯ ಸೂತ್ರಗಳು 16 ಸಂಸ್ಕಾರಗಳ ಬಗ್ಗೆ ವಿವರಿಸುತ್ತವೆ. ಹುಟ್ಟಿನಿಂದ ಸಾವಿನವರೆಗಿನ ಪ್ರತಿ ಹಂತದಲ್ಲೂ ಆಚರಿಸಬೇಕಾದ ವಿಧಿಗಳು ಇಲ್ಲಿವೆ. ಧರ್ಮಸೂತ್ರಗಳೇ ಮುಂದೆ ಸ್ಮೃತಿಗಳಾಗಿ ವಿಕಾಸಗೊಂಡವು. ಮನುಸ್ಮೃತಿ ಅಂತಹ ಸ್ಮೃತಿಗಳಲ್ಲಿ ಒಂದು. ಇದು ಅಂದಿನ ಕಾಲದ ಸಾಮಾಜಿಕ ನಿಯಮಗಳನ್ನು ಸಂಗ್ರಹಿಸಿದ ಗ್ರಂಥ.: [256, 100, 474, 222]
- power-title: ನಾಳೆ ವಿದ್ಯುತ್ ನಿಲುಗಡೆ: [598, 1238, 696, 1253]
- editorial-box: [6, 64, 244, 496]
- col-divider-4: [590, 1236, 591, 1440]
- awardee-photo-3: [820, 744, 876, 814]
- electro-title: ವಿದ್ಯುತ್ ತಗುಲಿ ಕಾರ್ಮಿಕ ಸಾವು: [748, 1238, 880, 1253]
- padya-title: ಪಥ: [48, 521, 77, 546]
- monument-icon: 🏛: [14, 582, 58, 622]
- row-divider-2: [252, 926, 942, 927]
- epaper-link[interactable]: epaper.prathinidhi.net: [590, 9, 806, 29]
- bharata-body: ಕೈಲಾಸ ಪರ್ವತದ ತಪ್ಪಲಿನಲ್ಲಿ ಹರಡಿರುವ ಪ್ರದೇಶದ ವಿಶೇಷತೆ ಹಲವಾರು. ಇಲ್ಲಿನ ಪ್ರಕೃತಿ ಸೌಂದರ್ಯ ಮತ್ತು ಆಧ್ಯಾತ್ಮಿಕ ವಾತಾವರಣ ಪ್ರವಾಸಿಗರನ್ನು ಆಕರ್ಷಿಸುತ್ತದೆ. ಒಂದೊಂದು ಹಳ್ಳಿಯೂ ತನ್ನದೇ ಆದ ಇತಿಹಾಸ ಹೊಂದಿದೆ. ಹಿಮಾಲಯದ ಗಾಳಿಯ ರಭಸ ಇಲ್ಲಿ ಸ್ತಬ್ಧವಾದಂತೆ ಭಾಸವಾಗುತ್ತದೆ ಎಂದು ಸ್ಥಳೀಯರು ನಂಬುತ್ತಾರೆ.: [8, 660, 242, 700]
- author-photo: [631, 105, 709, 183]
- cont-b3: ಅನುದಾನವನ್ನು ಬೇರೆ ಉದ್ದೇಶಗಳಿಗೆ ಬಳಸಿಕೊಳ್ಳಲಾಗಿಲ್ಲ. ಪರಿಶಿಷ್ಟ ಜಾತಿ ಮತ್ತು ಪಂಗಡದ ಕಲ್ಯಾಣಕ್ಕಾಗಿ ಮೀಸಲಿಟ್ಟ ಹಣ ಸಂಪೂರ್ಣವಾಗಿ ಅದೇ ಉದ್ದೇಶಕ್ಕೆ ವಿನಿಯೋಗವಾಗುತ್ತಿದೆ ಎಂದು ಸ್ಪಷ್ಟಪಡಿಸಿದರು.: [8, 1122, 242, 1142]
- cont-b1: ಜಾನುವಾರುಗಳ ಹಾನಿಗೆ 1.89 ಕೋಟಿ ರೂ., ಮನೆಹಾನಿಗೆ 40.86 ಕೋಟಿ ರೂ., ಅಲ್ಲದೆ ಪ್ರವಾಹದ ಹಾನಿಗೆ 5.79 ಕೋಟಿ ರೂ. ಕಾಳಜಿ ಕೇಂದ್ರಗಳಿಗೆ 1.20 ಕೋಟಿ ರೂ. ಹಾಗೂ ಮೂಲಸೌಕರ್ಯ ದುರಸ್ತಿಗಾಗಿ ಒಟ್ಟು 2,249 ಕೋಟಿ ರೂ. ಪರಿಹಾರ ಬಿಡುಗಡೆ ಮಾಡಲಾಗಿದೆ. ರೈತರ ಖಾತೆಗಳಿಗೆ ನೇರವಾಗಿ ಹಣ ಜಮೆ ಮಾಡಲಾಗಿದ್ದು, ಒಟ್ಟು 14,21,000 ರೈತರಿಗೆ ಇದರ ಪ್ರಯೋಜನ ದೊರೆತಿದೆ ಎಂದು ತಿಳಿಸಿದ್ದಾರೆ.: [8, 838, 242, 888]
- crop-meeting-photo: [398, 660, 708, 772]
- padya-label: ಪದ: [50, 511, 62, 521]
- phone-number: 9019706398: [741, 36, 793, 45]
- school-body-1: ಶ್ರೀ ಕ್ಷೇತ್ರ ಧರ್ಮಸ್ಥಳದ ಧರ್ಮಾಧಿಕಾರಿ ಪೂಜ್ಯ ಡಾ.ಡಿ.ವೀರೇಂದ್ರ ಹೆಗ್ಗಡೆ ಅವರು ಶ್ರೀ ಧರ್ಮಸ್ಥಳ ಮಂಜುನಾಥೇಶ್ವರ ಶಾಲೆಯ ಶತಮಾನೋತ್ಸವ ಸಂಭ್ರಮದ ಆಮಂತ್ರಣ ಪತ್ರಿಕೆಯನ್ನು ಬಿಡುಗಡೆ ಮಾಡಿದರು. ಈ ಸಂದರ್ಭದಲ್ಲಿ ಮಾತನಾಡಿದ ಅವರು, ಶಾಲೆ ನೂರು ವರ್ಷಗಳನ್ನು ಪೂರೈಸಿರುವುದು ಹೆಮ್ಮೆಯ ವಿಷಯ. ಸಾವಿರಾರು ವಿದ್ಯಾರ್ಥಿಗಳಿಗೆ ಶಿಕ್ಷಣ ನೀಡಿದ ಸಂಸ್ಥೆ ಇದು ಎಂದರು.: [258, 1150, 418, 1211]
- poet-photo: [8, 513, 44, 559]
- author-phone: 9620228001: [537, 170, 589, 179]
- row-divider-1: [252, 582, 942, 583]
- masthead-date: ಶನಿವಾರ, 13 ಡಿಸೆಂಬರ್ 2025: [4, 38, 92, 47]
